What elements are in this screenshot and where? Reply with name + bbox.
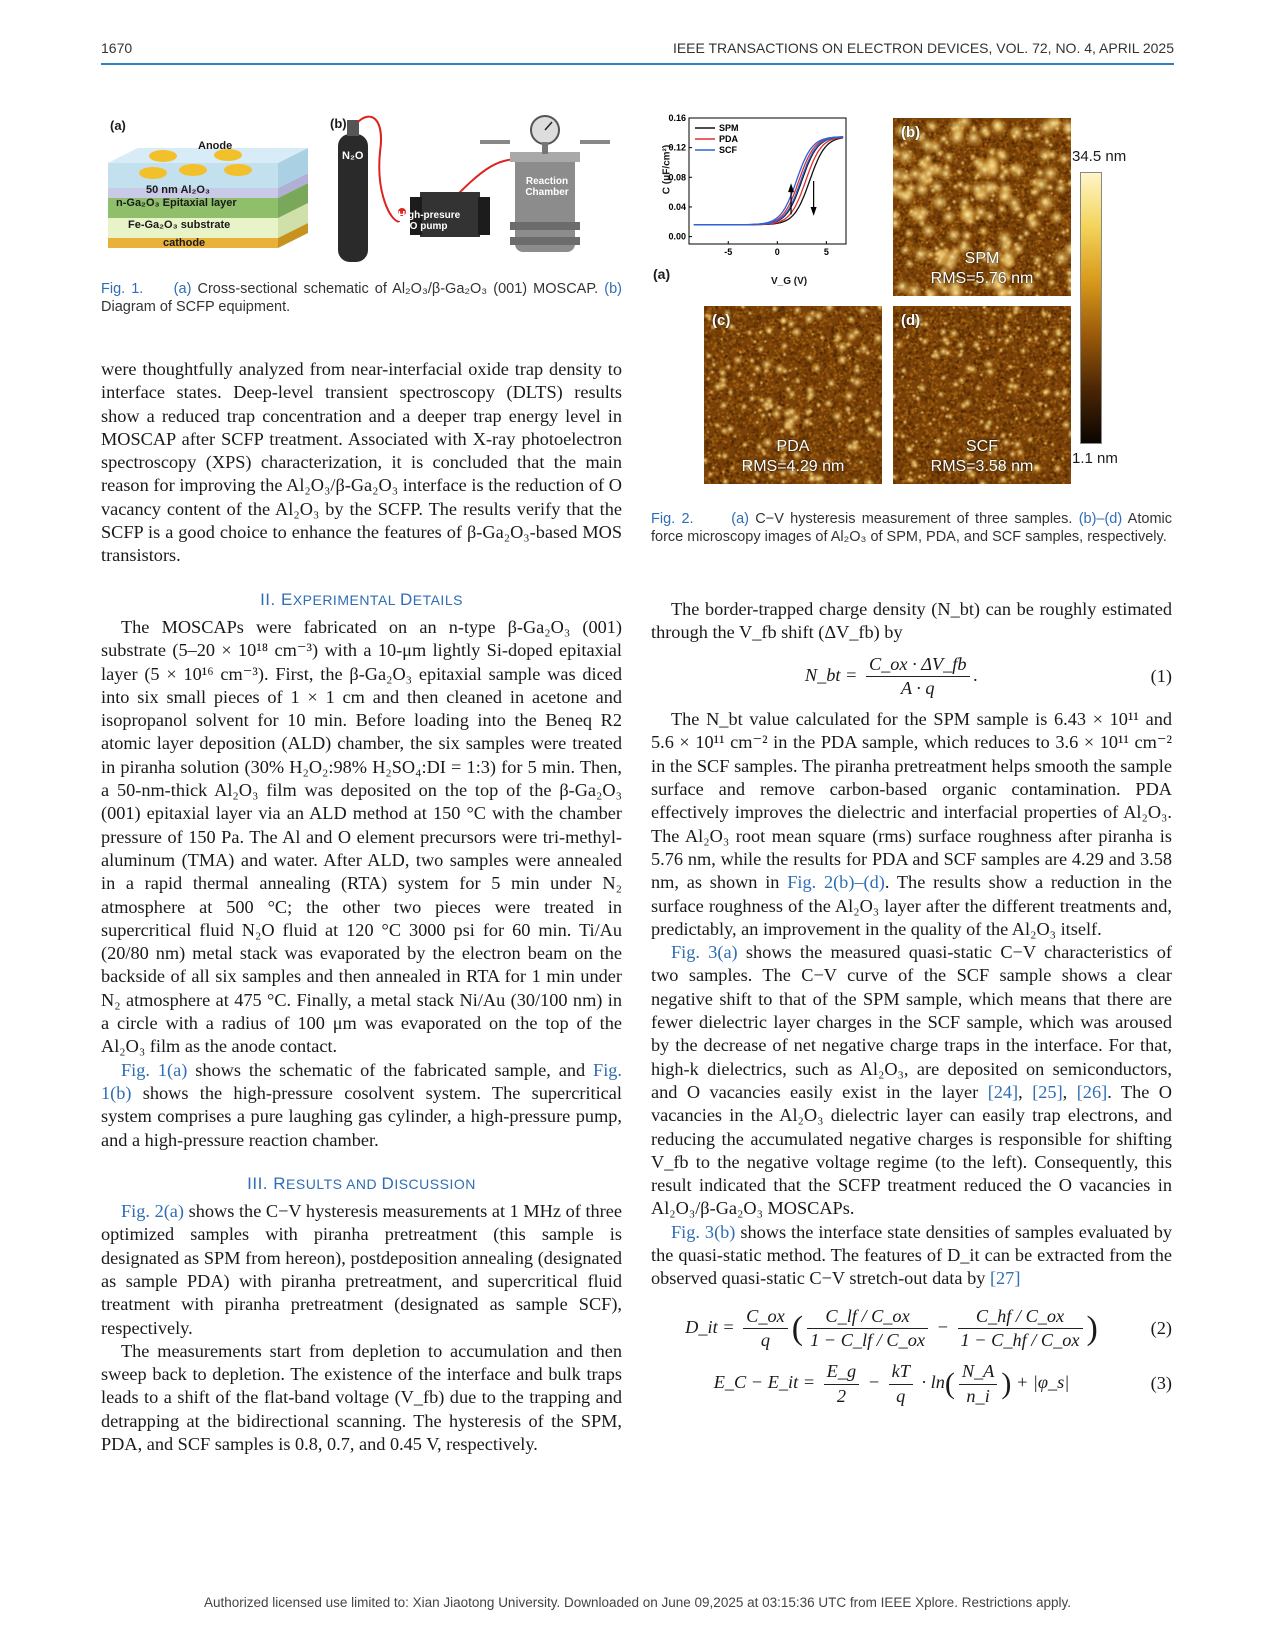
fig1b-n2o-label: N₂O [342,150,364,162]
afm-spm-name: SPM [964,250,1000,267]
license-footer: Authorized licensed use limited to: Xian Jiaotong University. Downloaded on June 09,2025 at 03:15:36 UTC from IEEE Xplore. Restrictions apply. [204,1595,1071,1610]
equation-1: N_bt = $\frac{C\_ox \cdot \Delta V\_fb}{A \cdot q}$ . (1) [804,653,1172,698]
cv-series-scf-forward [694,137,843,225]
quasi-static-paragraph: Fig. 3(a) shows the measured quasi-static C−V characteristics of two samples. The C−V curve of the SCF sample shows a clear negative shift to that of the SPM sample, which means that there are fewer dielectric layer charges in the SCF sample, which was aroused by the decrease of net negative charge traps in the interface. For that, high-k dielectrics, such as Al₂O₃, are deposited on semiconductors, and O vacancies easily exist in the layer [24], [25], [26]. The O vacancies in the Al₂O₃ dielectric layer can easily trap electrons, and reducing the accumulated negative charges is responsible for shifting V_fb to the negative voltage regime (to the left). Consequently, this result indicated that the SCFP treatment reduced the O vacancies in Al₂O₃/β-Ga₂O₃ MOSCAPs. [651,942,1172,1219]
ref-fig3a-link[interactable]: Fig. 3(a) [671,942,738,963]
figure-1b-equipment [330,112,630,272]
legend-label-pda: PDA [719,134,739,144]
cv-y-tick-label: 0.04 [668,201,686,212]
afm-image-pda: (c) PDA RMS=4.29 nm [704,306,882,484]
fig1a-label: (a) [110,118,126,133]
ref-27-link[interactable]: [27] [989,1268,1021,1289]
fig1a-cathode-label: cathode [163,237,206,249]
left-column [101,358,622,1456]
fig2a-label: (a) [653,266,671,282]
cv-arrow-up-head [788,183,794,192]
experimental-paragraph: The MOSCAPs were fabricated on an n-type β-Ga₂O₃ (001) substrate (5–20 × 10¹⁸ cm⁻³) with a 10-μm lightly Si-doped epitaxial layer (5 × 10¹⁶ cm⁻³). First, the β-Ga₂O₃ epitaxial sample was diced into six small pieces of 1 × 1 cm and then cleaned in acetone and isopropanol solvent for 10 min. Before loading into the Beneq R2 atomic layer deposition (ALD) chamber, the six samples were treated in piranha solution (30% H₂O₂:98% H₂SO₄:DI = 1:3) for 5 min. Then, a 50-nm-thick Al₂O₃ film was deposited on the top of the β-Ga₂O₃ (001) epitaxial layer via an ALD method at 150 °C with the chamber pressure of 150 Pa. The Al and O element precursors were tri-methyl-aluminum (TMA) and water. After ALD, two samples were annealed in a rapid thermal annealing (RTA) system for 5 min under N₂ atmosphere at 500 °C; the other two pieces were treated in supercritical fluid N₂O fluid at 120 °C 3000 psi for 60 min. Ti/Au (20/80 nm) metal stack was evaporated by the electron beam on the backside of all six samples and then annealed in RTA for 1 min under N₂ atmosphere at 475 °C. Finally, a metal stack Ni/Au (30/100 nm) in a circle with a radius of 100 μm was evaporated on the top of the Al₂O₃ film as the anode contact. [101,616,622,1057]
cv-series-pda-reverse [694,137,843,225]
right-column [651,598,1172,1416]
cv-chart-svg [651,114,883,294]
afm-spm-rms: RMS=5.76 nm [930,270,1034,287]
cv-y-tick-label: 0.16 [668,114,686,123]
fig1b-label: (b) [330,116,347,131]
cv-x-tick-label: -5 [724,247,733,257]
interface-state-paragraph: Fig. 3(b) shows the interface state densities of samples evaluated by the quasi-static method. The features of D_it can be extracted from the observed quasi-static C−V stretch-out data by [27] [651,1221,1173,1289]
fig1-description-paragraph: Fig. 1(a) shows the schematic of the fabricated sample, and Fig. 1(b) shows the high-pressure cosolvent system. The supercritical system comprises a pure laughing gas cylinder, a high-pressure pump, and a high-pressure reaction chamber. [101,1059,622,1150]
ref-fig2bd-link[interactable]: Fig. 2(b)–(d) [787,872,885,893]
cv-xlabel: V_G (V) [771,276,808,287]
equation-3: E_C − E_it = $\frac{E\_g}{2}$ − $\frac{kT}{q}$ · ln( $\frac{N\_A}{n\_i}$ ) + |φ_s| (3) [713,1361,1172,1406]
ref-fig3b-link[interactable]: Fig. 3(b) [671,1221,736,1242]
fig1b-equipment-svg [330,112,630,272]
fig1b-chamber-label: Reaction Chamber [525,176,569,198]
cv-y-tick-label: 0.12 [668,142,686,153]
fig1a-substrate-label: Fe-Ga₂O₃ substrate [128,219,231,231]
cv-series-spm-forward [694,138,843,225]
border-trap-paragraph: The border-trapped charge density (N_bt) can be roughly estimated through the V_fb shift (ΔV_fb) by [651,599,1172,643]
legend-label-spm: SPM [719,123,739,133]
cv-series-pda-forward [694,137,843,224]
cv-x-tick-label: 0 [774,247,780,257]
ref-fig1a-link[interactable]: Fig. 1(a) [121,1059,188,1080]
colorbar-max-label: 34.5 nm [1072,148,1127,165]
journal-header: IEEE TRANSACTIONS ON ELECTRON DEVICES, VOL. 72, NO. 4, APRIL 2025 [672,40,1174,56]
ref-fig1b-link[interactable]: Fig. 1(b) [101,1059,622,1103]
cv-ylabel: C (μF/cm²) [661,144,673,195]
ref-25-link[interactable]: [25] [1032,1081,1063,1102]
fig1b-pump-label: High-presure N₂O pump [398,210,461,232]
afm-colorbar [1080,172,1102,444]
afm-scf-name: SCF [966,438,998,455]
cv-y-tick-label: 0.00 [668,231,686,242]
cv-series-spm-reverse [694,137,843,225]
afm-pda-name: PDA [776,438,810,455]
nbt-results-paragraph: The N_bt value calculated for the SPM sample is 6.43 × 10¹¹ and 5.6 × 10¹¹ cm⁻² in the PDA sample, which reduces to 3.6 × 10¹¹ cm⁻² in the SCF samples. The piranha pretreatment helps smooth the sample surface and remove carbon-based organic contamination. PDA effectively improves the dielectric and interfacial properties of Al₂O₃. The Al₂O₃ root mean square (rms) surface roughness after piranha is 5.76 nm, while the results for PDA and SCF samples are 4.29 and 3.58 nm, as shown in Fig. 2(b)–(d). The results show a reduction in the surface roughness of the Al₂O₃ layer after the different treatments and, predictably, an improvement in the quality of the Al₂O₃ itself. [651,709,1172,939]
cv-y-tick-label: 0.08 [668,172,686,183]
section-3-heading: III. RESULTS AND DISCUSSION [247,1173,476,1193]
figure-1-caption: Fig. 1. (a) Cross-sectional schematic of Al₂O₃/β-Ga₂O₃ (001) MOSCAP. (b) Diagram of SCFP equipment. [101,281,622,315]
figure-1a-schematic [108,118,338,268]
section-2-heading: II. EXPERIMENTAL DETAILS [260,589,463,609]
ref-26-link[interactable]: [26] [1076,1081,1108,1102]
cv-series-scf-reverse [694,137,843,225]
colorbar-min-label: 1.1 nm [1072,450,1118,467]
afm-image-spm: (b) SPM RMS=5.76 nm [893,118,1071,296]
equation-2: D_it = $\frac{C\_ox}{q}$ ( $\frac{C\_lf / C\_ox}{1 - C\_lf / C\_ox}$ − $\frac{C\_hf / C\_ox}{1 - C\_hf / C\_ox}$ ) (2) [685,1305,1172,1350]
results-paragraph-2: The measurements start from depletion to accumulation and then sweep back to depletion. The existence of the interface and bulk traps leads to a shift of the flat-band voltage (V_fb) due to the trapping and detrapping at the bidirectional scanning. The hysteresis of the SPM, PDA, and SCF samples is 0.8, 0.7, and 0.45 V, respectively. [101,1340,622,1455]
fig1a-anode-label: Anode [198,140,233,152]
afm-pda-rms: RMS=4.29 nm [741,458,845,475]
figure-2-caption: Fig. 2. (a) C−V hysteresis measurement of three samples. (b)–(d) Atomic force microscopy images of Al₂O₃ of SPM, PDA, and SCF samples, respectively. [651,511,1173,545]
cv-arrow-down-head [811,207,817,216]
fig1a-epi-label: n-Ga₂O₃ Epitaxial layer [116,197,237,209]
cv-x-tick-label: 5 [823,247,829,257]
intro-paragraph-end: were thoughtfully analyzed from near-interfacial oxide trap density to interface states. Deep-level transient spectroscopy (DLTS) results show a reduced trap concentration and a deeper trap energy level in MOSCAP after SCFP treatment. Associated with X-ray photoelectron spectroscopy (XPS) characterization, it is concluded that the main reason for improving the Al₂O₃/β-Ga₂O₃ interface is the reduction of O vacancy content of the Al₂O₃ by the SCFP. The results verify that the SCFP is a good choice to enhance the features of β-Ga₂O₃-based MOS transistors. [101,359,622,566]
fig1a-oxide-label: 50 nm Al₂O₃ [146,184,210,196]
page-number: 1670 [101,40,133,56]
afm-image-scf: (d) SCF RMS=3.58 nm [893,306,1071,484]
ref-24-link[interactable]: [24] [987,1081,1019,1102]
figure-2a-cv-chart [651,114,883,294]
afm-scf-rms: RMS=3.58 nm [930,458,1034,475]
ref-fig2a-link[interactable]: Fig. 2(a) [121,1201,185,1222]
header-rule [101,63,1174,65]
legend-label-scf: SCF [719,145,737,155]
results-paragraph-1: Fig. 2(a) shows the C−V hysteresis measurements at 1 MHz of three optimized samples with piranha pretreatment (this sample is designated as SPM from hereon), postdeposition annealing (designated as sample PDA) with piranha pretreatment, and supercritical fluid treatment with piranha pretreatment (designated as sample SCF), respectively. [101,1201,622,1338]
